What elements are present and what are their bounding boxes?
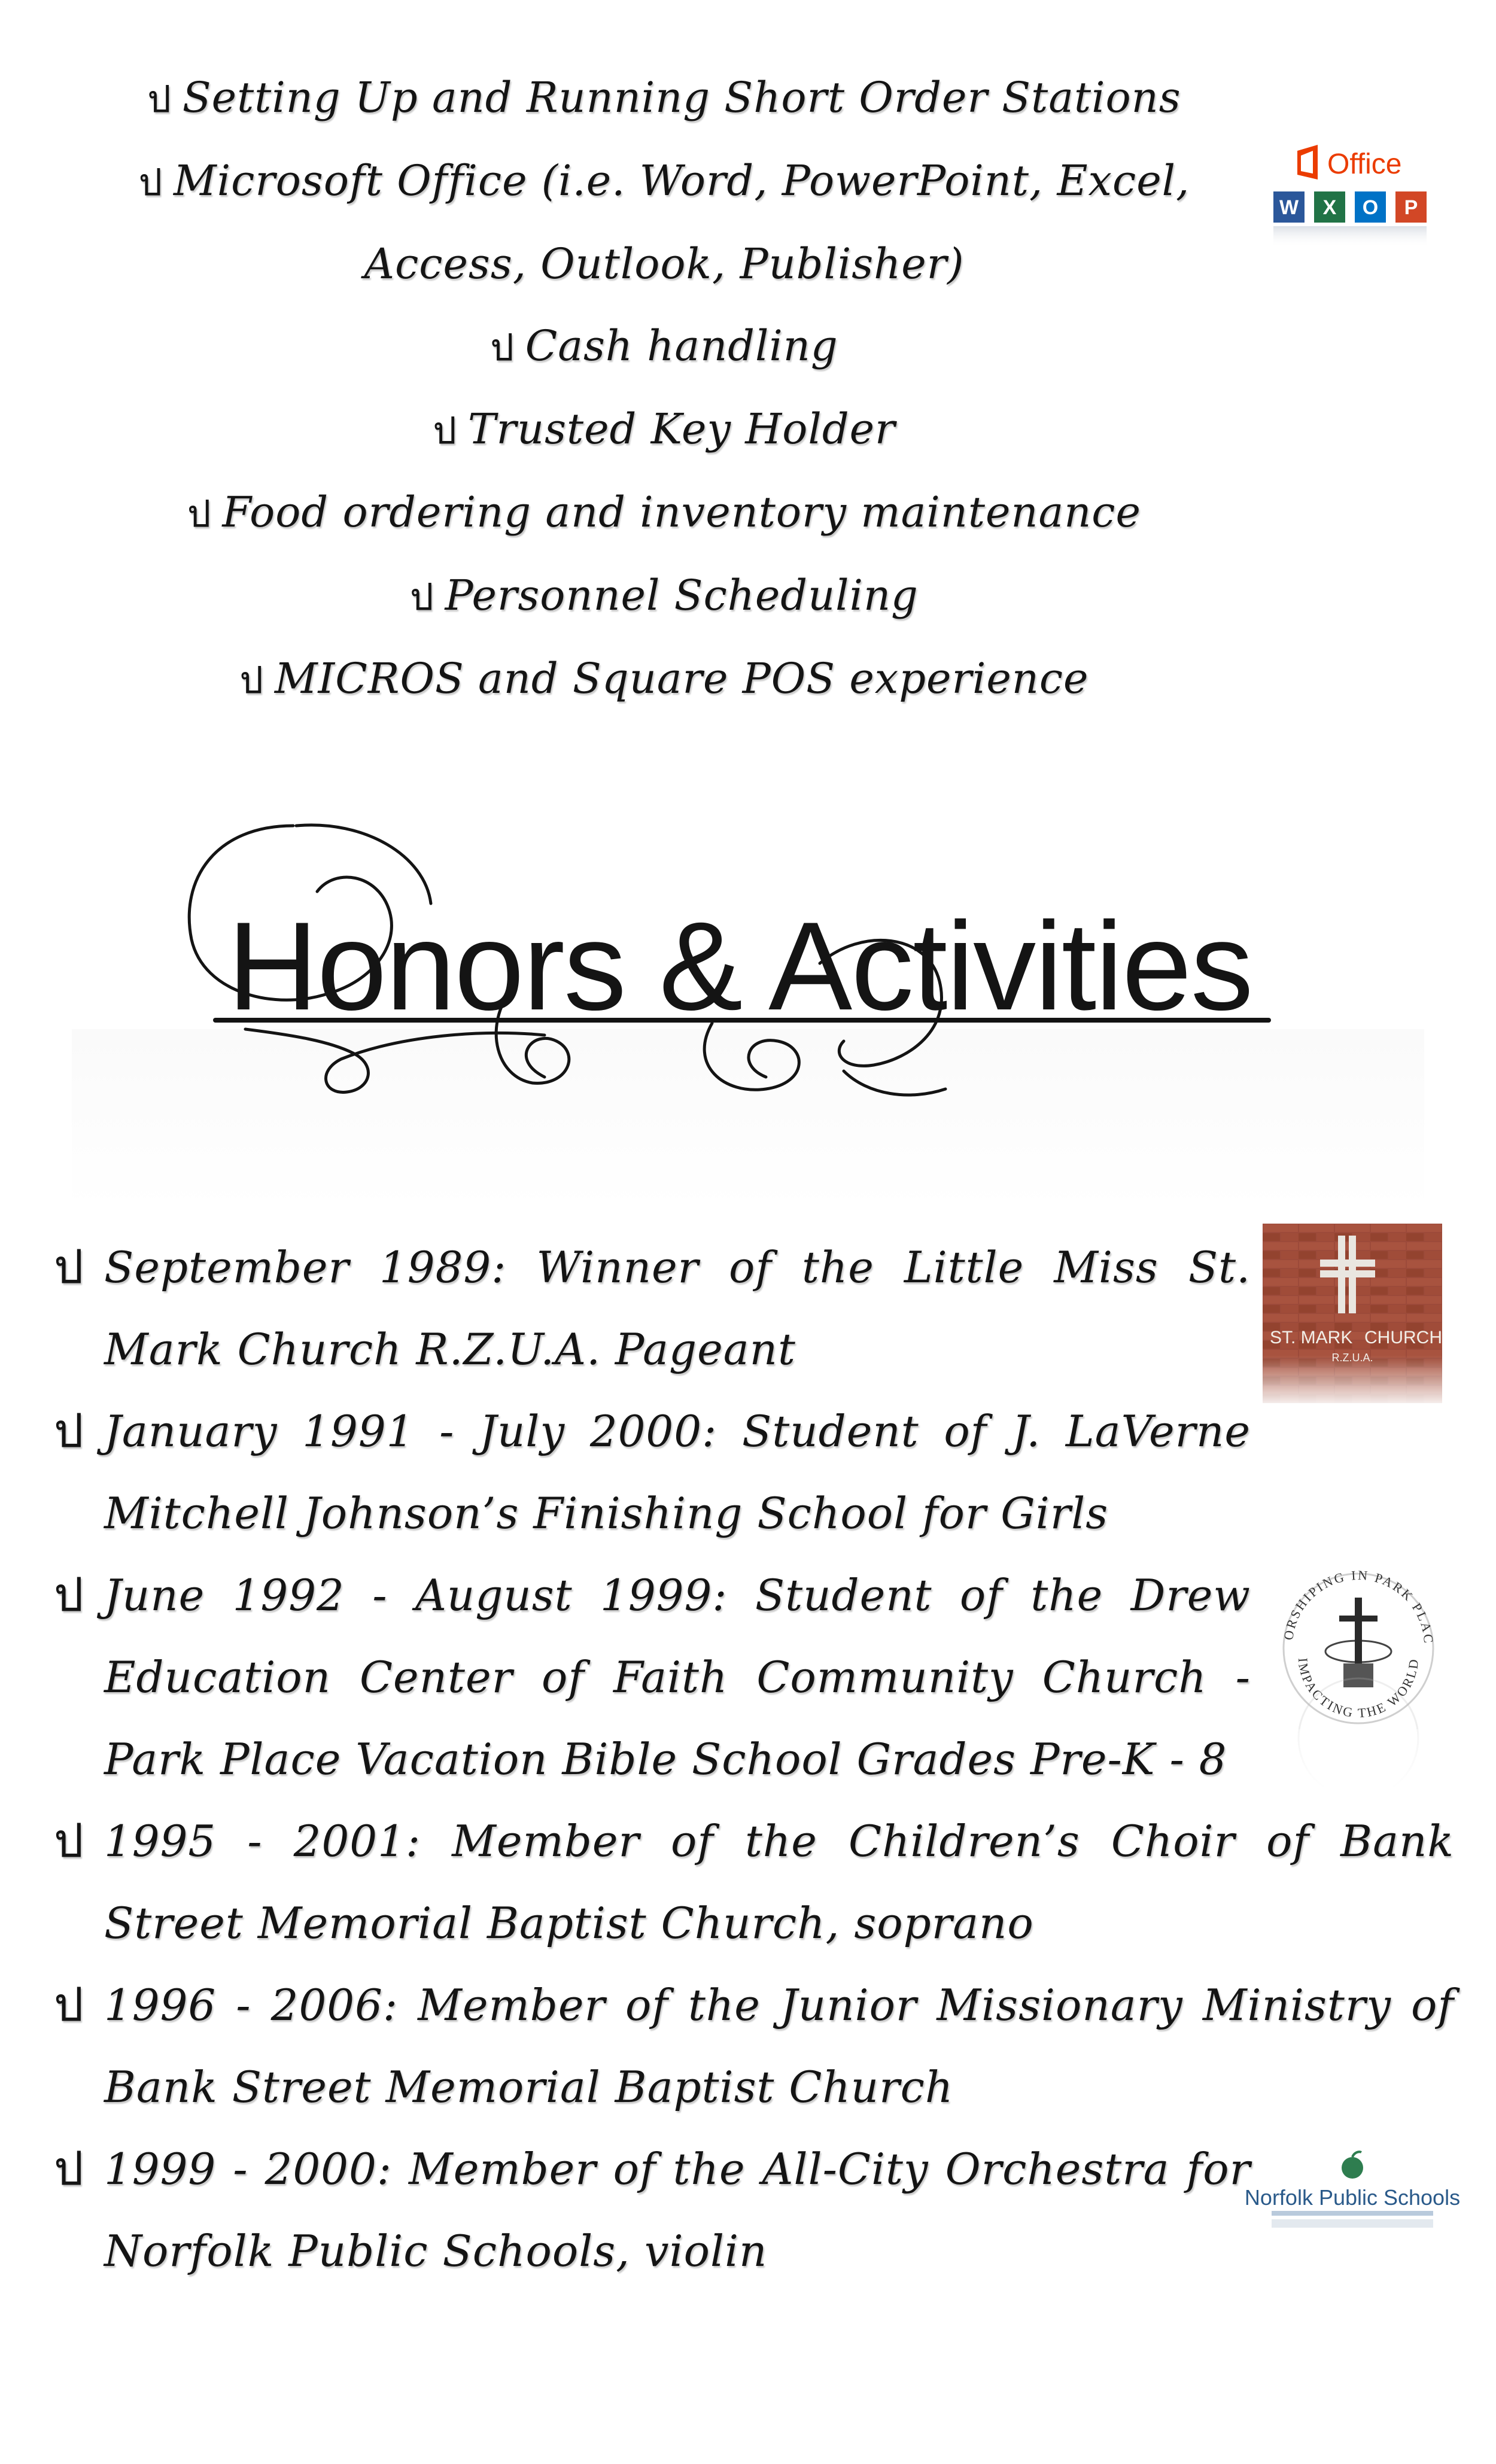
honor-text: June 1992 - August 1999: Student of the Drew Education Center of Faith Community Church - Park Place Vacation Bible School Grades Pre-K - 8 (104, 1570, 1251, 1784)
skill-item (54, 140, 1275, 305)
honor-text: January 1991 - July 2000: Student of J. LaVerne Mitchell Johnson’s Finishing School for Girls (104, 1406, 1251, 1538)
skill-item (54, 638, 1275, 721)
bullet-icon: ป (54, 1814, 84, 1868)
nps-label: Norfolk Public Schools (1244, 2185, 1461, 2210)
honors-heading-block (174, 814, 1310, 1113)
bullet-icon: ป (187, 492, 212, 536)
svg-text:WORSHIPING IN PARK PLACE: ORSHIPING IN PARK PLAC (1281, 1567, 1437, 1645)
skill-item (54, 555, 1275, 638)
skill-item (54, 57, 1275, 140)
svg-text:IMPACTING THE WORLD: IMPACTING THE WORLD (1295, 1657, 1422, 1721)
bullet-icon: ป (490, 326, 515, 369)
bullet-icon: ป (54, 1240, 84, 1294)
word-icon (1273, 191, 1305, 223)
svg-text:P: P (1404, 196, 1418, 219)
honor-item (54, 1800, 1454, 1964)
honor-text: September 1989: Winner of the Little Miss St. Mark Church R.Z.U.A. Pageant (104, 1242, 1251, 1374)
st-mark-church-sign-image (1263, 1224, 1442, 1403)
bullet-icon: ป (54, 1978, 84, 2032)
honors-list (54, 1227, 1454, 2292)
svg-text:CHURCH: CHURCH (1364, 1328, 1442, 1347)
svg-text:ST. MARK: ST. MARK (1270, 1328, 1353, 1347)
skill-text: Trusted Key Holder (467, 404, 896, 454)
bullet-icon: ป (54, 1568, 84, 1622)
skills-list (54, 57, 1275, 721)
honor-text: 1999 - 2000: Member of the All-City Orchestra for Norfolk Public Schools, violin (104, 2144, 1251, 2276)
powerpoint-icon (1395, 191, 1427, 223)
bullet-icon: ป (54, 2142, 84, 2196)
skill-item (54, 305, 1275, 388)
office-door-icon (1297, 145, 1318, 180)
svg-text:X: X (1322, 196, 1337, 219)
honor-item (54, 1555, 1454, 1800)
bullet-icon: ป (54, 1404, 84, 1458)
skill-item (54, 471, 1275, 555)
honor-item (54, 2128, 1454, 2292)
bullet-icon: ป (433, 409, 457, 452)
honor-item (54, 1964, 1454, 2128)
section-heading: Honors & Activities (227, 896, 1252, 1036)
microsoft-office-logo (1269, 144, 1442, 263)
honor-item (54, 1391, 1454, 1555)
bullet-icon: ป (147, 77, 172, 121)
honor-text: 1995 - 2001: Member of the Children’s Choir of Bank Street Memorial Baptist Church, soprano (104, 1816, 1454, 1948)
svg-text:W: W (1279, 196, 1299, 219)
skill-text: Personnel Scheduling (445, 571, 919, 620)
faith-community-church-seal-image (1269, 1556, 1448, 1789)
norfolk-public-schools-logo (1244, 2151, 1461, 2235)
skill-text: Microsoft Office (i.e. Word, PowerPoint, Excel, Access, Outlook, Publisher) (174, 156, 1190, 288)
skill-item (54, 388, 1275, 471)
bullet-icon: ป (138, 160, 163, 204)
honor-text: 1996 - 2006: Member of the Junior Missionary Ministry of Bank Street Memorial Baptist Church (104, 1980, 1454, 2112)
office-label: Office (1327, 148, 1402, 180)
excel-icon (1314, 191, 1345, 223)
apple-icon (1342, 2152, 1363, 2179)
skill-text: Setting Up and Running Short Order Stations (182, 73, 1181, 122)
skill-text: Food ordering and inventory maintenance (222, 488, 1141, 537)
bullet-icon: ป (410, 575, 434, 619)
skill-text: Cash handling (525, 321, 838, 370)
skill-text: MICROS and Square POS experience (274, 654, 1089, 703)
honor-item (54, 1227, 1454, 1391)
bullet-icon: ป (239, 658, 264, 702)
svg-text:O: O (1362, 196, 1379, 219)
outlook-icon (1355, 191, 1386, 223)
